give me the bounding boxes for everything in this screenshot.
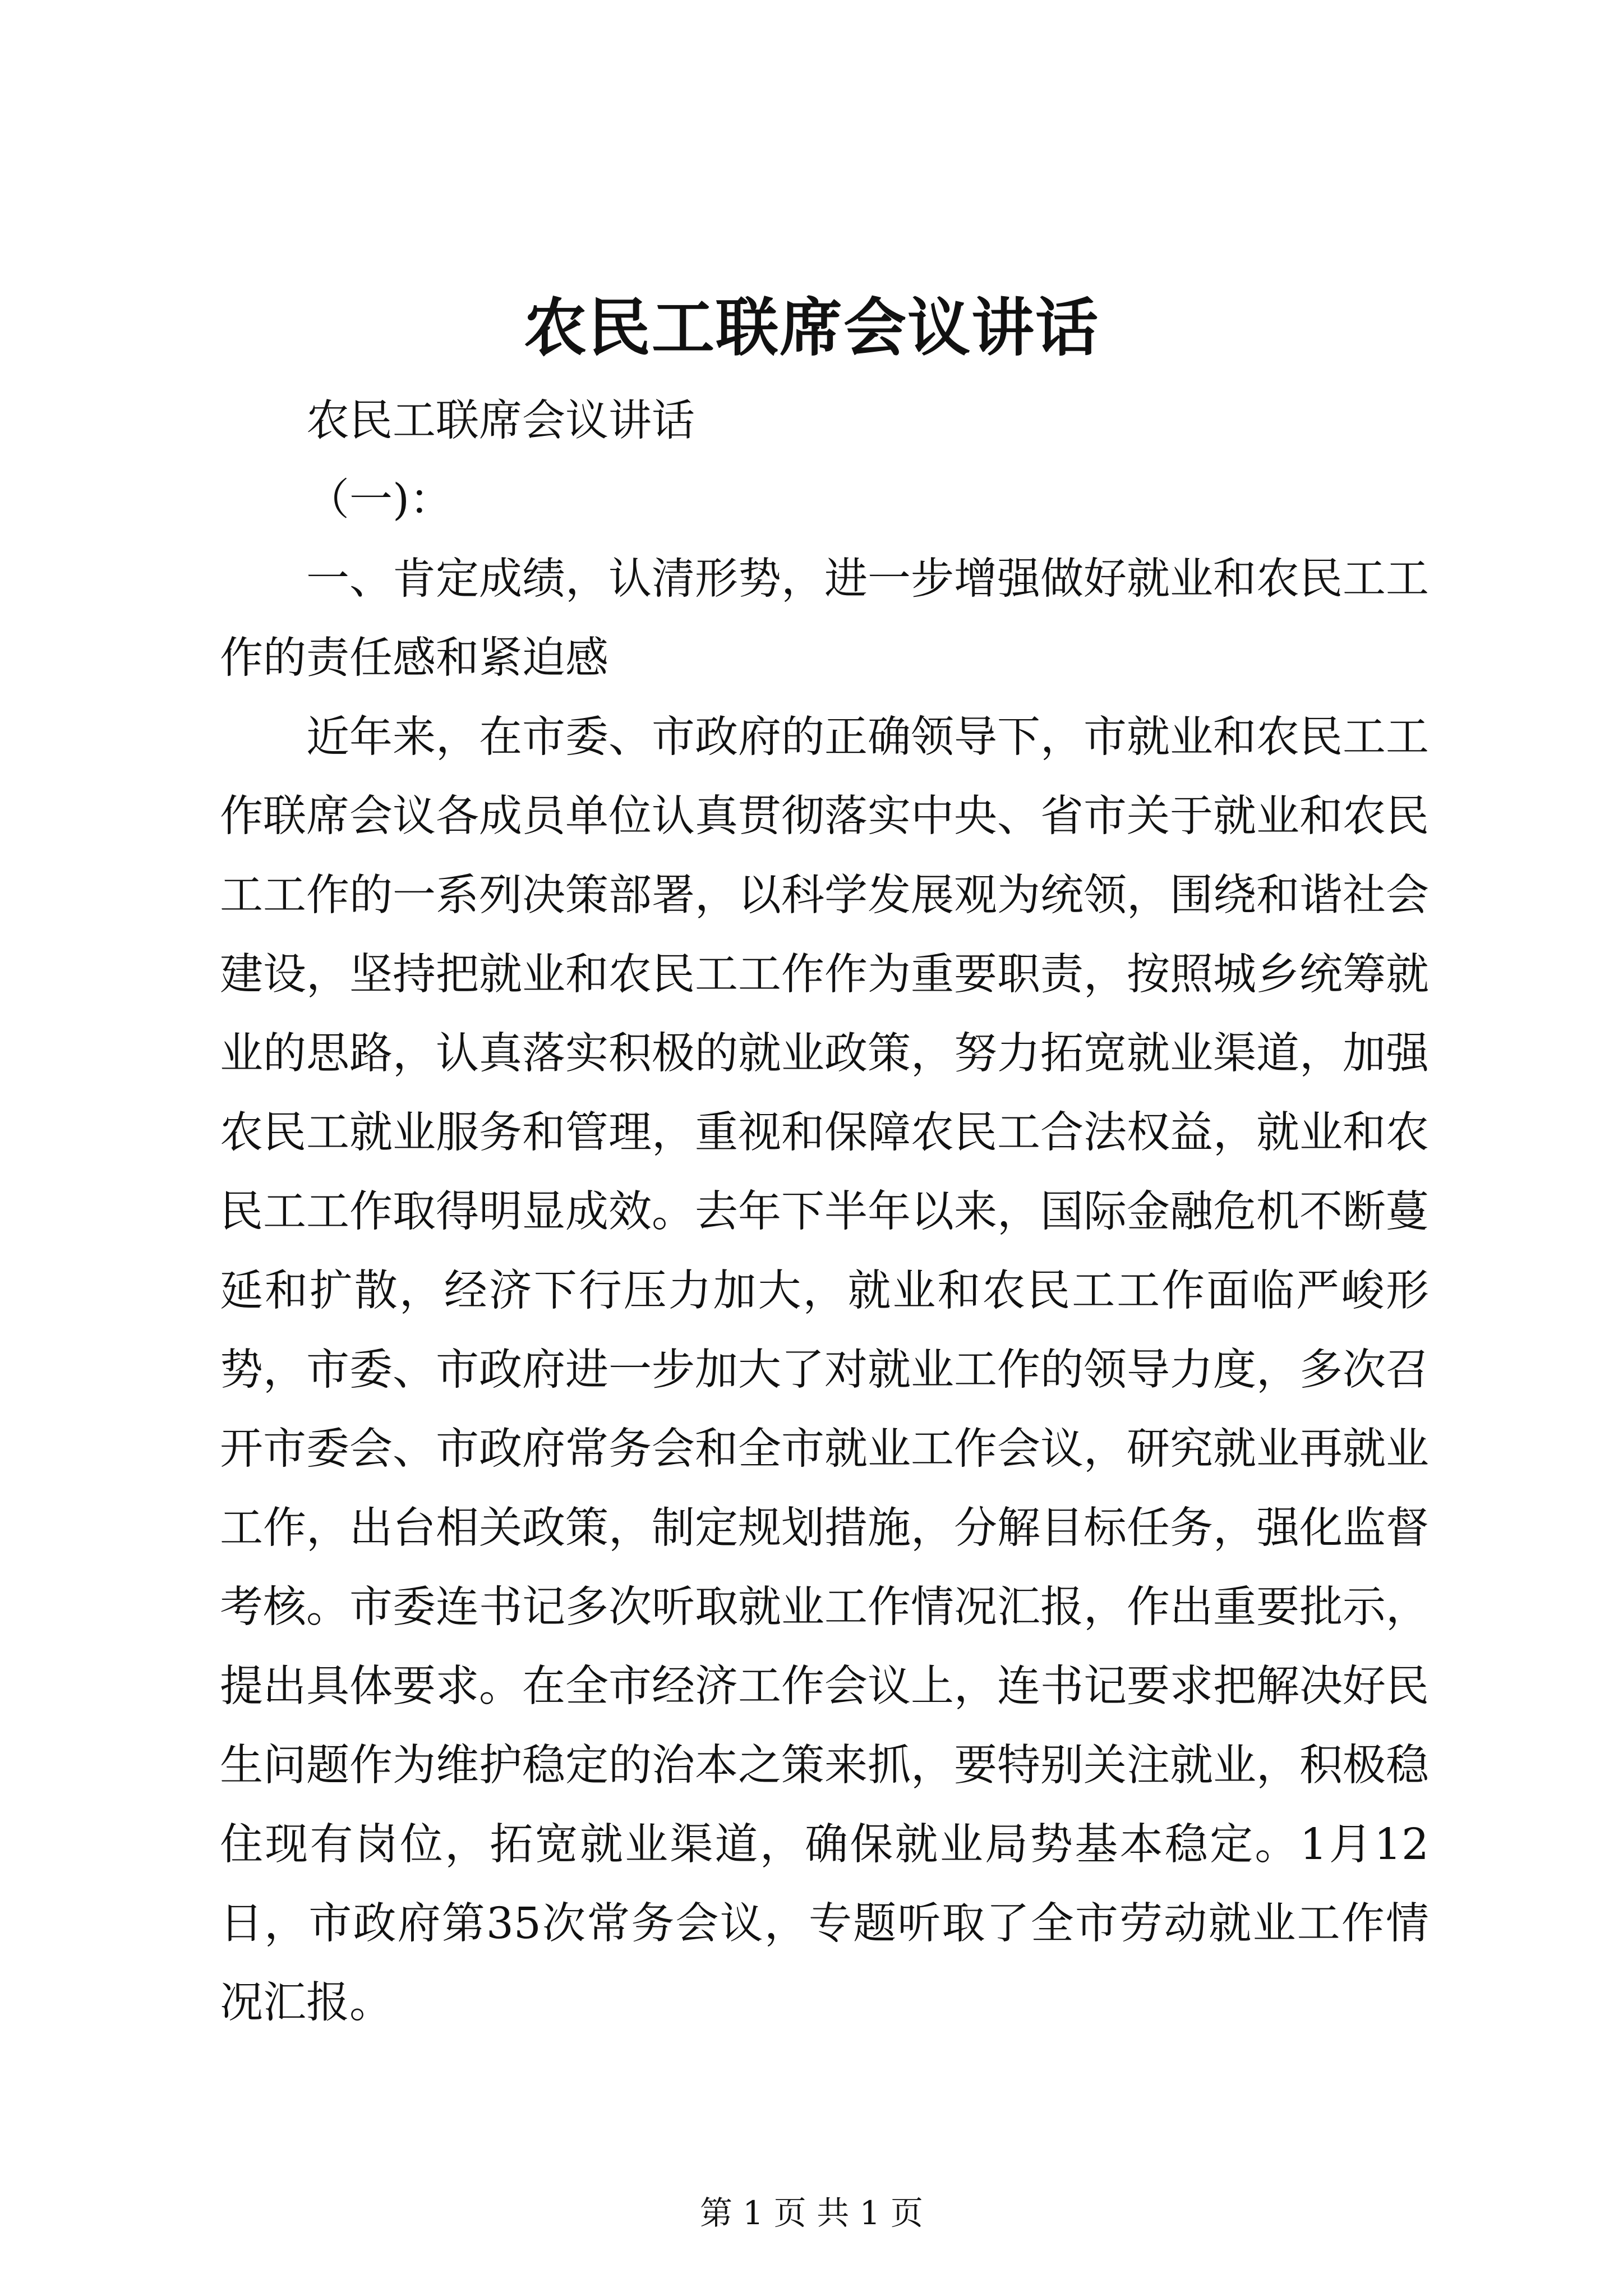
page-footer: 第 1 页 共 1 页 bbox=[700, 2194, 923, 2232]
paragraph-subtitle: 农民工联席会议讲话 bbox=[306, 396, 695, 446]
document-body bbox=[220, 381, 1429, 2042]
paragraph-body: 近年来，在市委、市政府的正确领导下，市就业和农民工工作联席会议各成员单位认真贯彻落实中央、省市关于就业和农民工工作的一系列决策部署，以科学发展观为统领，围绕和谐社会建设，坚持把就业和农民工工作作为重要职责，按照城乡统筹就业的思路，认真落实积极的就业政策，努力拓宽就业渠道，加强农民工就业服务和管理，重视和保障农民工合法权益，就业和农民工工作取得明显成效。去年下半年以来，国际金融危机不断蔓延和扩散，经济下行压力加大，就业和农民工工作面临严峻形势，市委、市政府进一步加大了对就业工作的领导力度，多次召开市委会、市政府常务会和全市就业工作会议，研究就业再就业工作，出台相关政策，制定规划措施，分解目标任务，强化监督考核。市委连书记多次听取就业工作情况汇报，作出重要批示，提出具体要求。在全市经济工作会议上，连书记要求把解决好民生问题作为维护稳定的治本之策来抓，要特别关注就业，积极稳住现有岗位，拓宽就业渠道，确保就业局势基本稳定。1月12日，市政府第35次常务会议，专题听取了全市劳动就业工作情况汇报。 bbox=[220, 712, 1429, 2028]
document-title: 农民工联席会议讲话 bbox=[524, 291, 1099, 365]
paragraph-section-heading: 一、肯定成绩，认清形势，进一步增强做好就业和农民工工作的责任感和紧迫感 bbox=[220, 554, 1429, 683]
paragraph-section-marker: （一)： bbox=[306, 475, 453, 525]
